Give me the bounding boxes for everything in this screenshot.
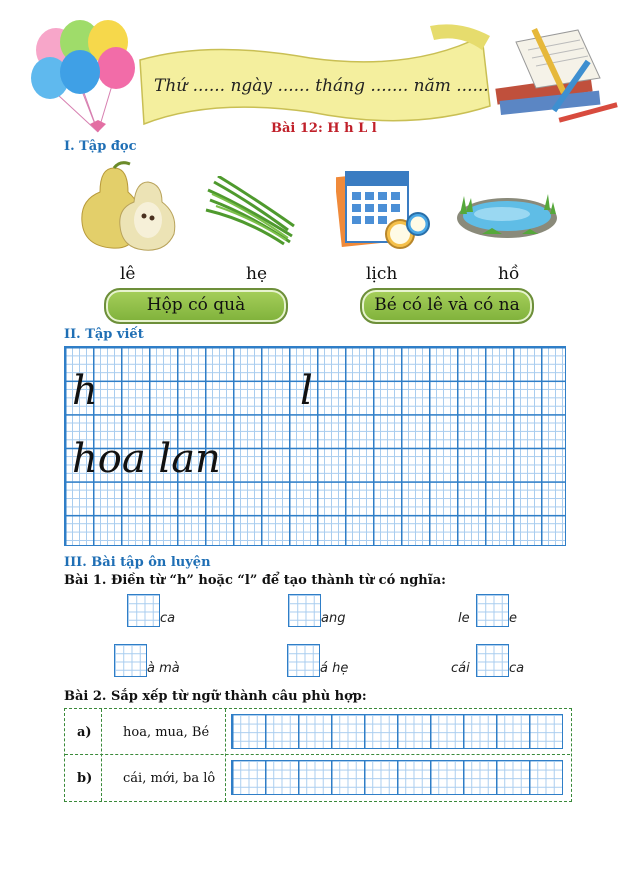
word-lich: lịch: [366, 264, 398, 284]
chives-icon: [204, 176, 296, 246]
writing-sample-h: h: [72, 368, 98, 414]
row-words: cái, mới, ba lô: [123, 771, 216, 786]
pond-icon: [452, 184, 562, 244]
answer-grid[interactable]: [231, 760, 563, 795]
fill-suffix: à mà: [147, 661, 180, 676]
fill-suffix: á hẹ: [320, 661, 349, 676]
exercise-1-title: Bài 1. Điền từ “h” hoặc “l” để tạo thành từ có nghĩa:: [64, 573, 446, 588]
fill-box[interactable]: [114, 644, 147, 677]
exercise-2-title: Bài 2. Sắp xếp từ ngữ thành câu phù hợp:: [64, 689, 367, 704]
phrase-pill-1: Hộp có quà: [104, 288, 288, 324]
word-le: lê: [120, 264, 136, 284]
calendar-icon: [336, 164, 432, 254]
fill-suffix: ang: [321, 611, 346, 626]
fill-box[interactable]: [287, 644, 320, 677]
fill-prefix: cái: [451, 661, 470, 676]
pear-icon: [74, 158, 184, 252]
section-heading-writing: II. Tập viết: [64, 327, 144, 342]
writing-sample-hoa-lan: hoa lan: [72, 436, 221, 482]
writing-sample-l: l: [300, 368, 313, 414]
fill-box[interactable]: [476, 594, 509, 627]
row-words: hoa, mua, Bé: [123, 725, 210, 740]
answer-grid[interactable]: [231, 714, 563, 749]
fill-box[interactable]: [288, 594, 321, 627]
fill-suffix: ca: [160, 611, 176, 626]
fill-prefix: le: [458, 611, 470, 626]
fill-box[interactable]: [476, 644, 509, 677]
exercise-2-table: [64, 708, 572, 802]
section-heading-practice: III. Bài tập ôn luyện: [64, 555, 211, 570]
phrase-pill-2: Bé có lê và có na: [360, 288, 534, 324]
fill-box[interactable]: [127, 594, 160, 627]
word-he: hẹ: [246, 264, 268, 284]
word-ho: hồ: [498, 264, 520, 284]
books-pencils-icon: [488, 26, 618, 126]
balloons-icon: [28, 20, 140, 140]
fill-suffix: e: [509, 611, 517, 626]
date-line: Thứ ...... ngày ...... tháng ....... năm ......: [154, 76, 489, 96]
lesson-title: Bài 12: H h L l: [271, 121, 377, 136]
row-label: a): [77, 725, 92, 740]
section-heading-reading: I. Tập đọc: [64, 139, 137, 154]
row-label: b): [77, 771, 93, 786]
fill-suffix: ca: [509, 661, 525, 676]
